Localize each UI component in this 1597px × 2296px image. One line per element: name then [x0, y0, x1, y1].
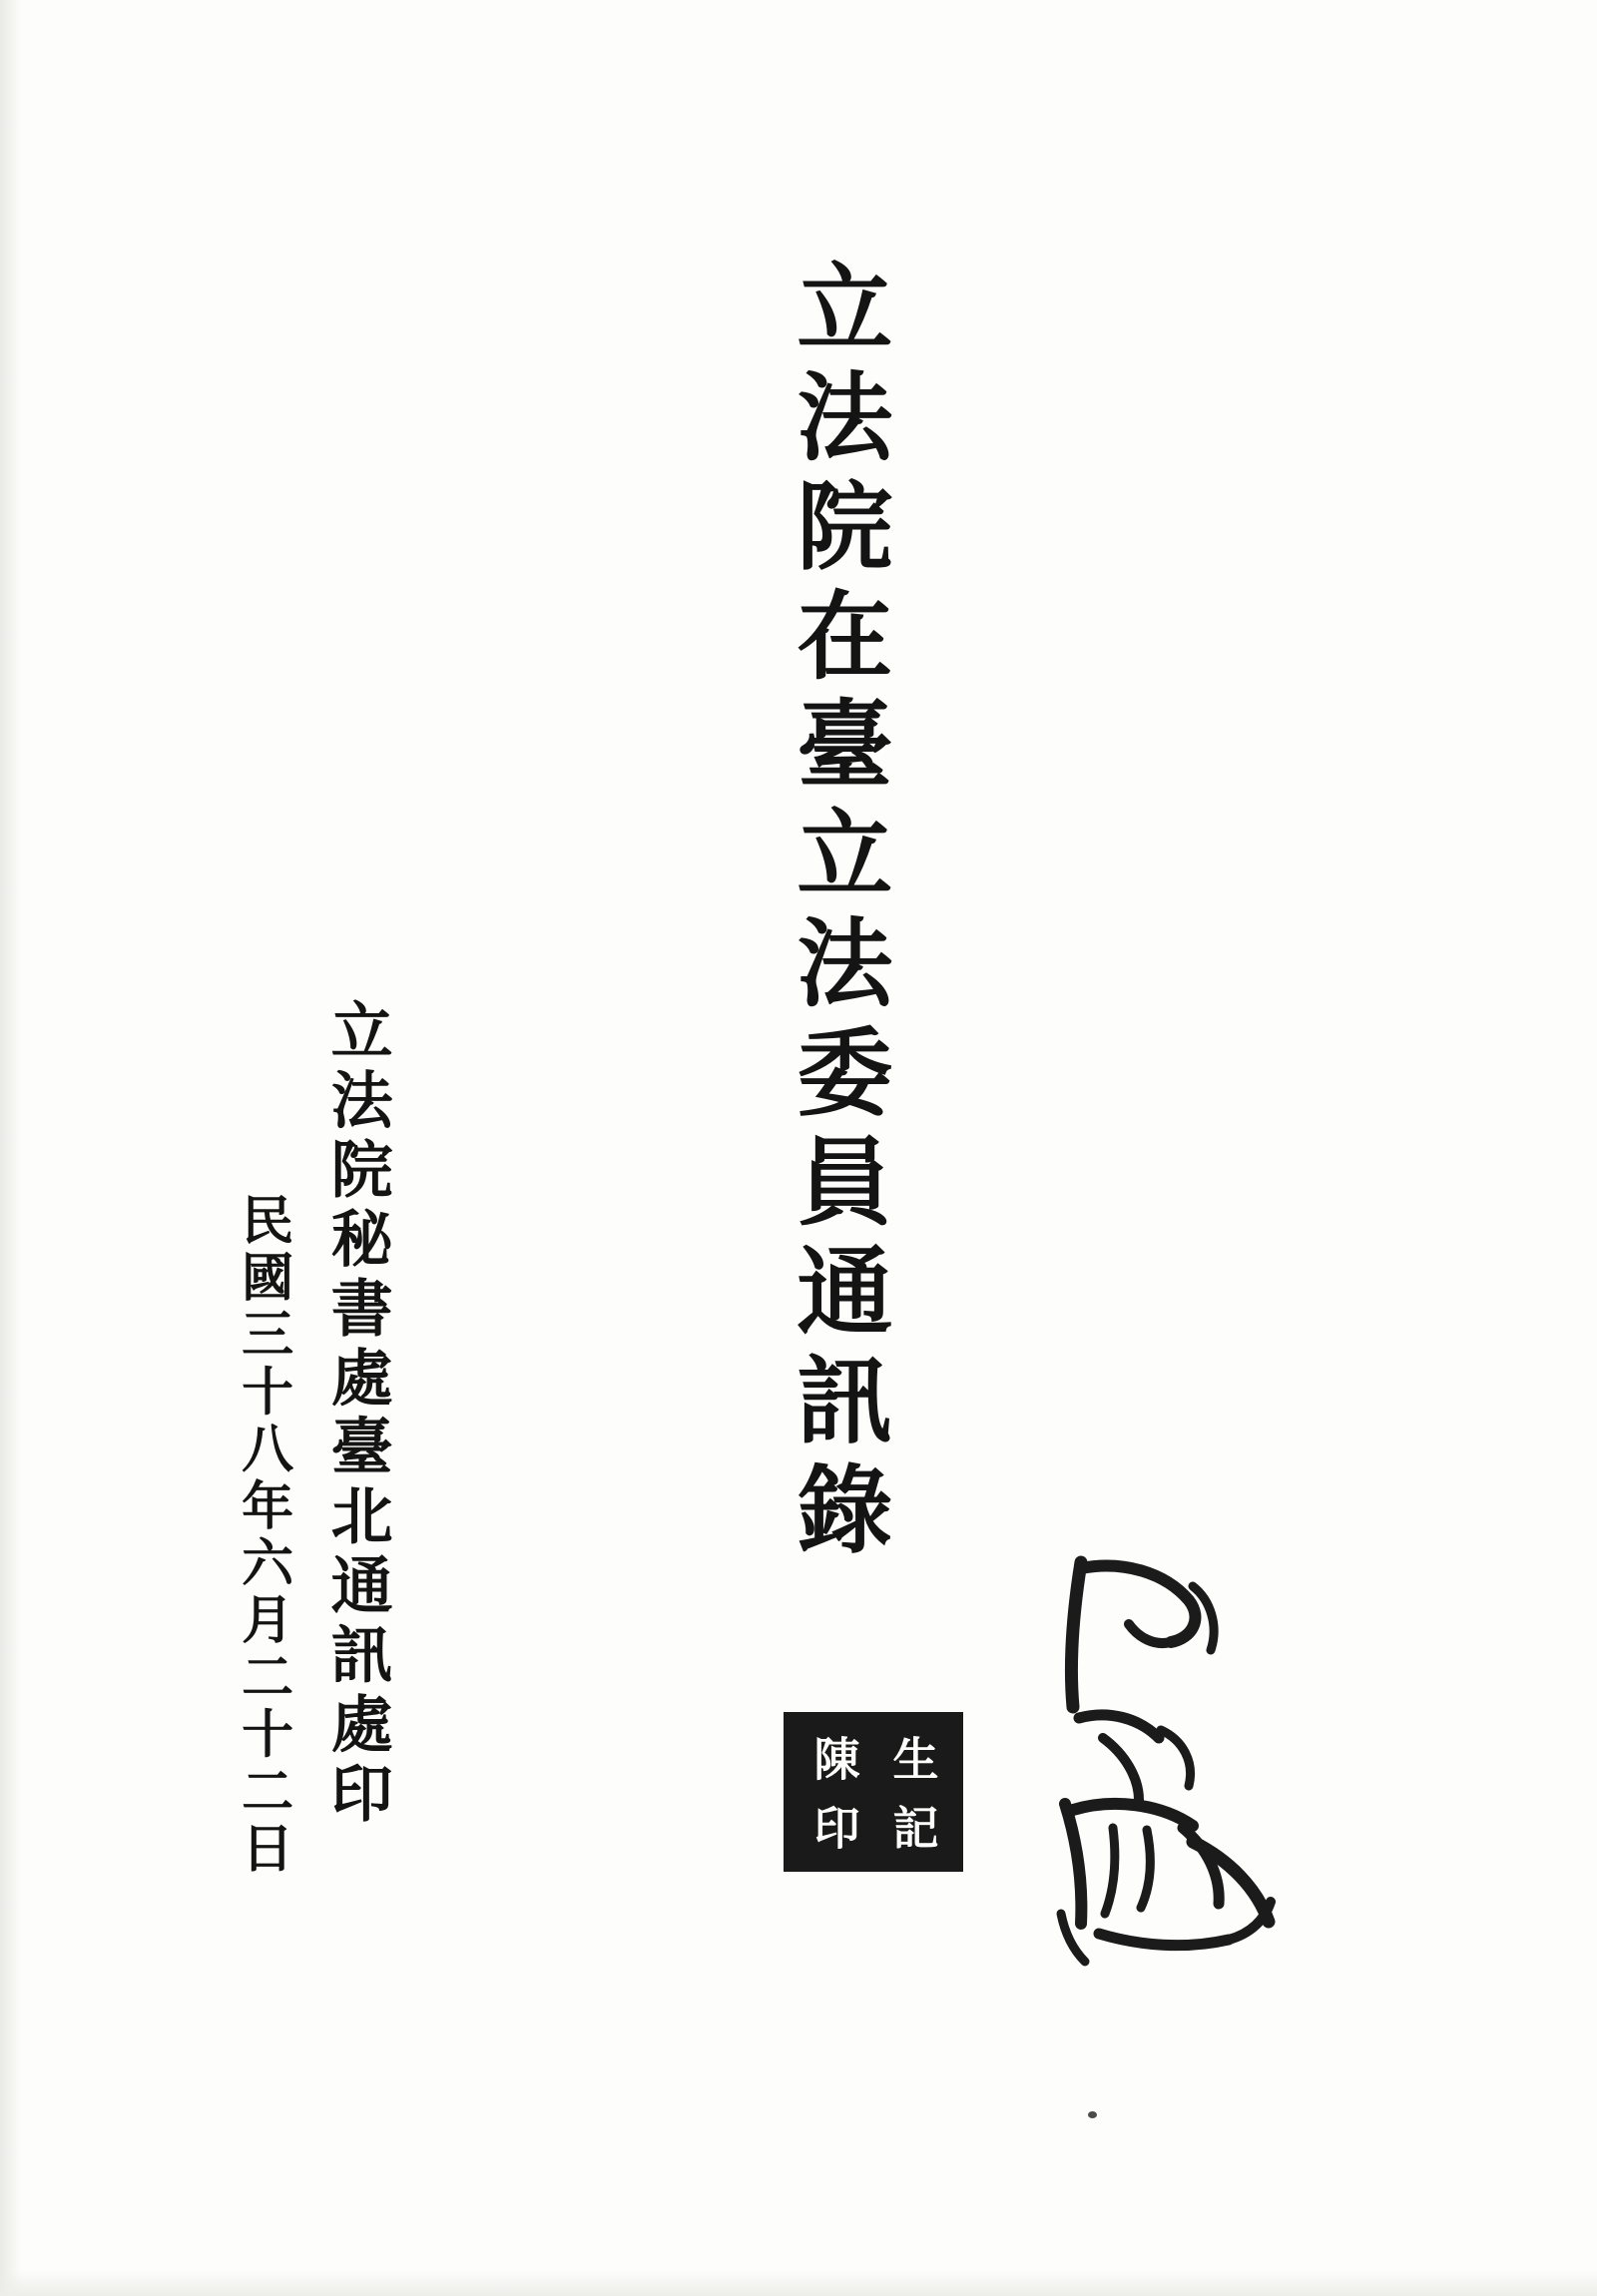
handwritten-signature [1043, 1542, 1342, 1972]
seal-char-2: 生 [885, 1734, 940, 1781]
publication-date: 民國三十八年六月二十二日 [232, 1193, 293, 1879]
scan-edge-shadow-bottom [0, 2270, 1597, 2296]
ink-speck [1088, 2111, 1097, 2118]
seal-char-3: 印 [806, 1803, 861, 1850]
seal-char-4: 記 [885, 1803, 940, 1850]
publisher-imprint: 立法院秘書處臺北通訊處印 [320, 998, 394, 1831]
seal-stamp [784, 1712, 963, 1872]
seal-char-1: 陳 [806, 1734, 861, 1781]
scan-edge-shadow-left [0, 0, 22, 2296]
page-title: 立法院在臺立法委員通訊錄 [781, 258, 894, 1569]
